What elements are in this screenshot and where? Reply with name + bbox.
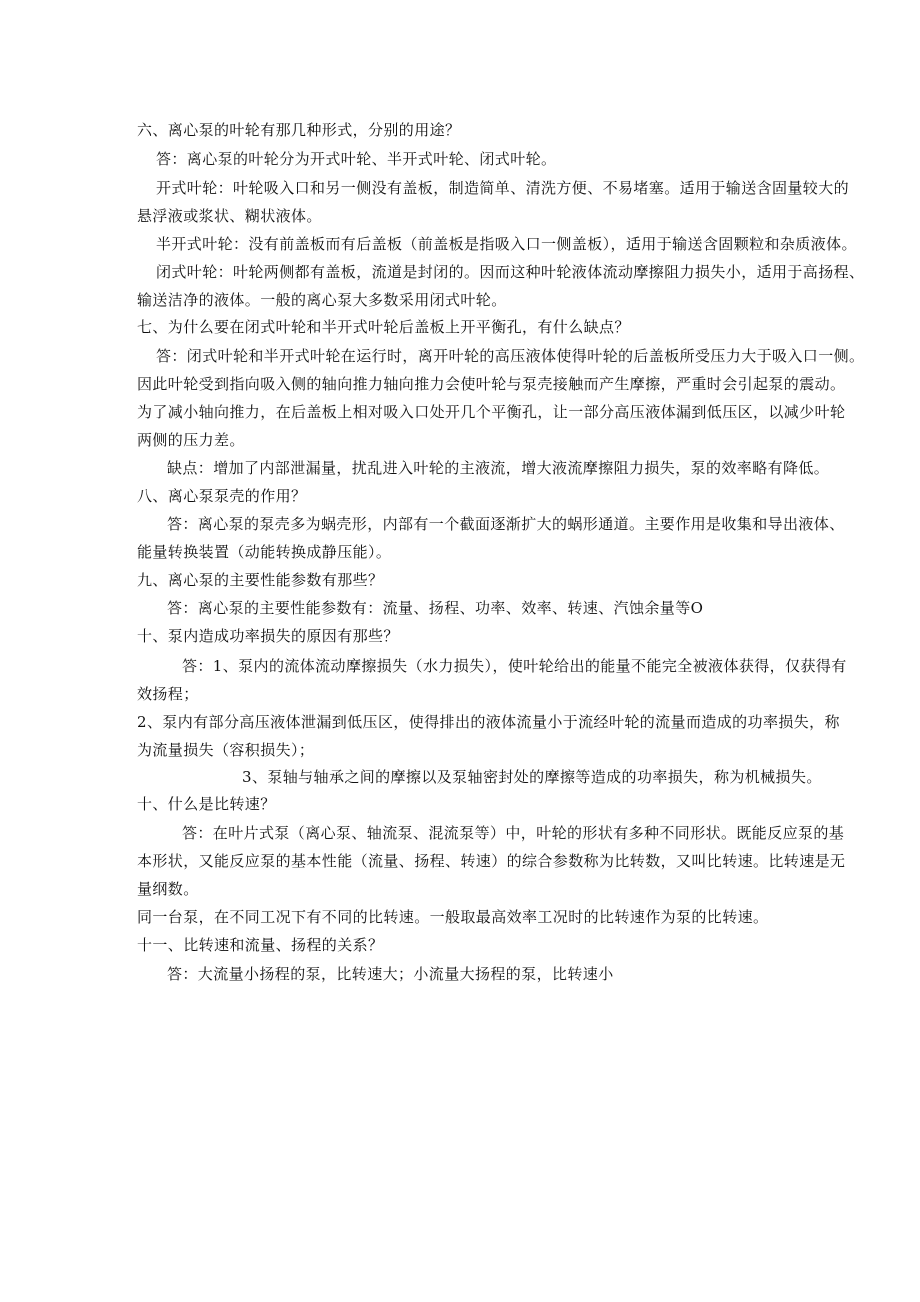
answer-q11: 答：大流量小扬程的泵，比转速大；小流量大扬程的泵，比转速小	[167, 965, 614, 983]
heading-q7: 七、为什么要在闭式叶轮和半开式叶轮后盖板上开平衡孔，有什么缺点？	[137, 318, 630, 336]
answer-q9: 答：离心泵的主要性能参数有：流量、扬程、功率、效率、转速、汽蚀余量等O	[167, 599, 704, 617]
heading-specific-speed: 十、什么是比转速？	[137, 795, 276, 813]
heading-q10: 十、泵内造成功率损失的原因有那些？	[137, 627, 399, 645]
answer-specific-speed: 答：在叶片式泵（离心泵、轴流泵、混流泵等）中，叶轮的形状有多种不同形状。既能反应泵的基	[182, 824, 845, 842]
answer-q7-line2: 因此叶轮受到指向吸入侧的轴向推力轴向推力会使叶轮与泵壳接触而产生摩擦，严重时会引起泵的震动。	[137, 375, 846, 393]
specific-speed-note: 同一台泵，在不同工况下有不同的比转速。一般取最高效率工况时的比转速作为泵的比转速。	[137, 908, 769, 926]
answer-q7-line4: 两侧的压力差。	[137, 431, 245, 449]
answer-q10-item2: 2、泵内有部分高压液体泄漏到低压区，使得排出的液体流量小于流经叶轮的流量而造成的功率损失，称	[137, 713, 840, 731]
answer-q6: 答：离心泵的叶轮分为开式叶轮、半开式叶轮、闭式叶轮。	[156, 150, 557, 168]
answer-q10-item2-cont: 为流量损失（容积损失）；	[137, 741, 315, 759]
closed-impeller-text: 闭式叶轮：叶轮两侧都有盖板，流道是封闭的。因而这种叶轮液体流动摩擦阻力损失小，适用于高扬程、	[156, 263, 865, 281]
answer-q10-item1-cont: 效扬程；	[137, 685, 199, 703]
heading-q11: 十一、比转速和流量、扬程的关系？	[137, 936, 384, 954]
answer-q8-line2: 能量转换装置（动能转换成静压能）。	[137, 543, 392, 561]
answer-specific-speed-line2: 本形状，又能反应泵的基本性能（流量、扬程、转速）的综合参数称为比转数，又叫比转速。比转速是无	[137, 852, 846, 870]
semi-open-impeller-text: 半开式叶轮：没有前盖板而有后盖板（前盖板是指吸入口一侧盖板），适用于输送含固颗粒和杂质液体。	[156, 235, 857, 253]
answer-q7: 答：闭式叶轮和半开式叶轮在运行时，离开叶轮的高压液体使得叶轮的后盖板所受压力大于吸入口一侧。	[156, 347, 865, 365]
open-impeller-text: 开式叶轮：叶轮吸入口和另一侧没有盖板，制造简单、清洗方便、不易堵塞。适用于输送含固量较大的	[156, 179, 850, 197]
answer-specific-speed-line3: 量纲数。	[137, 880, 199, 898]
answer-q10-item3: 3、泵轴与轴承之间的摩擦以及泵轴密封处的摩擦等造成的功率损失，称为机械损失。	[242, 768, 822, 786]
q7-drawbacks: 缺点：增加了内部泄漏量，扰乱进入叶轮的主液流，增大液流摩擦阻力损失，泵的效率略有降低。	[167, 459, 830, 477]
heading-q6: 六、离心泵的叶轮有那几种形式，分别的用途？	[137, 121, 461, 139]
answer-q7-line3: 为了减小轴向推力，在后盖板上相对吸入口处开几个平衡孔，让一部分高压液体漏到低压区，以减少叶轮	[137, 403, 846, 421]
answer-q8: 答：离心泵的泵壳多为蜗壳形，内部有一个截面逐渐扩大的蜗形通道。主要作用是收集和导出液体、	[167, 515, 845, 533]
open-impeller-text-cont: 悬浮液或浆状、糊状液体。	[137, 207, 322, 225]
answer-q10-item1: 答：1、泵内的流体流动摩擦损失（水力损失），使叶轮给出的能量不能完全被液体获得，仅获得有	[182, 657, 847, 675]
heading-q9: 九、离心泵的主要性能参数有那些？	[137, 571, 384, 589]
closed-impeller-text-cont: 输送洁净的液体。一般的离心泵大多数采用闭式叶轮。	[137, 291, 507, 309]
heading-q8: 八、离心泵泵壳的作用？	[137, 487, 307, 505]
